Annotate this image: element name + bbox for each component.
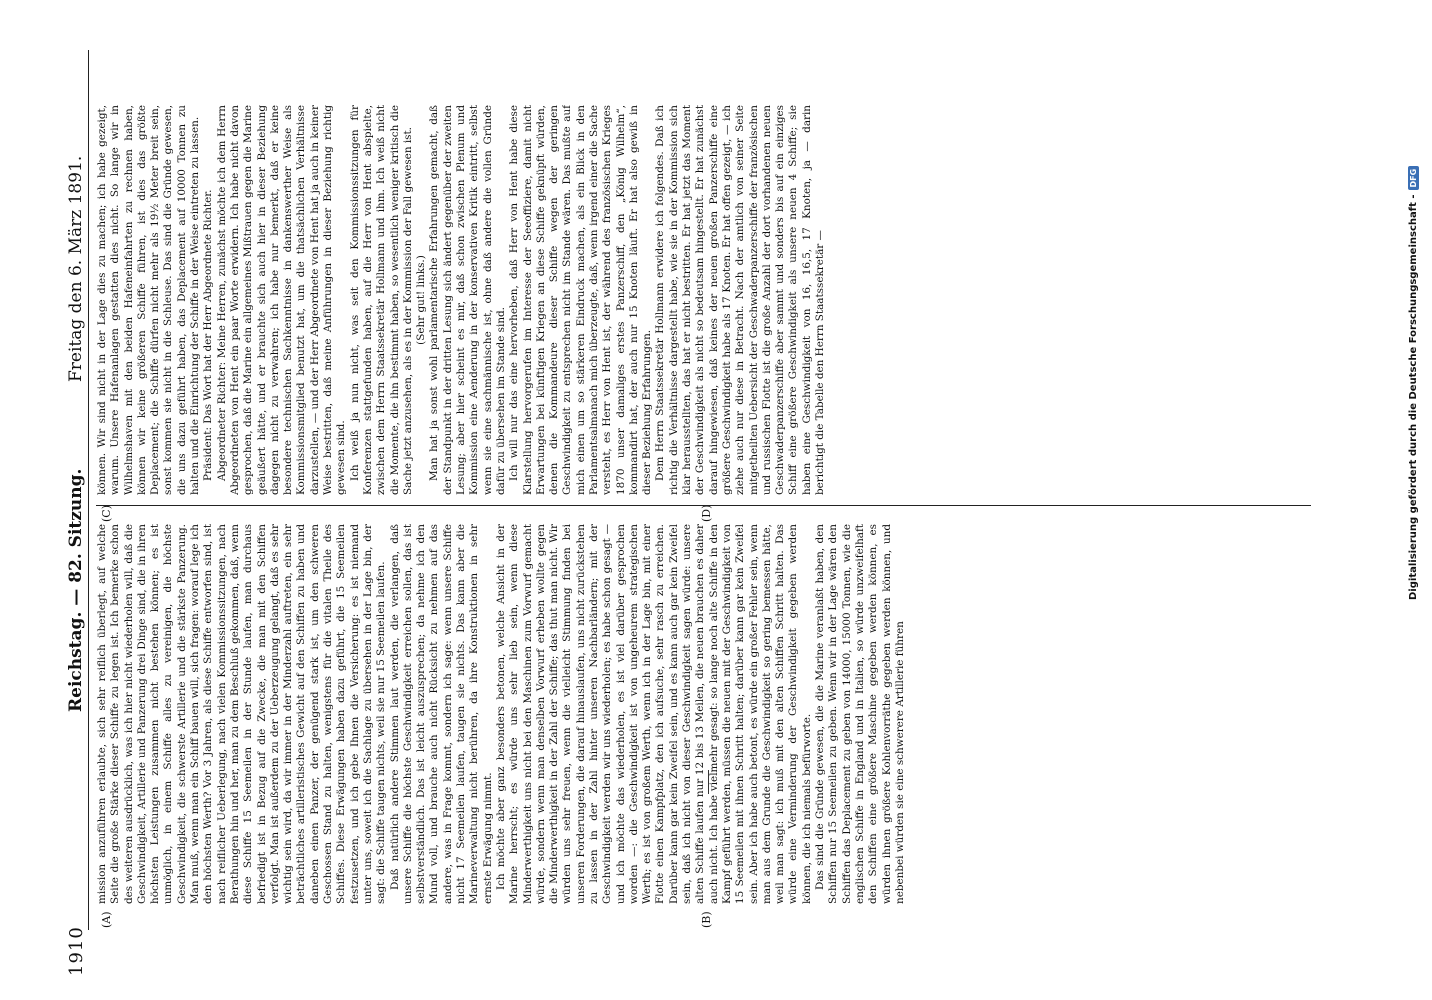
interjection: (Sehr gut! links.) (415, 255, 428, 345)
margin-mark-a: (A) (100, 911, 113, 928)
page-header (62, 18, 94, 982)
speaker-paragraph: Präsident: Das Wort hat der Herr Abgeordnete Richter. (202, 189, 215, 481)
speaker-paragraph: Abgeordneter Richter: Meine Herren, zunächst möchte ich dem Herrn Abgeordneten von Hent ein paar Worte erwidern. Ich habe nicht davon gesprochen, daß die Marine ein allgemeines Mißtrauen gegen die Marine geäußert hätte, und er brauchte sich auch hier in dieser Beziehung dagegen nicht zu verwahren; ich habe nur bemerkt, daß er keine besondere technischen Sachkenntnisse in dankenswerther Weise als Kommissionsmitglied benutzt hat, um die thatsächlichen Verhältnisse darzustellen, — und der Herr Abgeordnete von Hent hat ja auch in keiner Weise bestritten, daß meine Anführungen in dieser Beziehung richtig gewesen sind. (215, 105, 348, 495)
paragraph: Ich möchte aber ganz besonders betonen, welche Ansicht in der Marine herrscht; es würde uns sehr lieb sein, wenn diese Minderwerthigkeit uns nicht bei den Maschinen zum Vorwurf gemacht würde, sondern wenn man denselben Vorwurf erheben wollte gegen die Minderwerthigkeit in der Zahl der Schiffe; das thut man nicht. Wir würden uns sehr freuen, wenn die vielleicht Stimmung finden bei unseren Forderungen, die darauf hinauslaufen, uns nicht zurückstehen zu lassen in der Zahl hinter unseren Nachbarländern; mit der Geschwindigkeit werden wir uns wiederholen; es habe schon gesagt — und ich möchte das wiederholen, es ist viel darüber gesprochen worden —: die Geschwindigkeit ist von ungeheurem strategischen Werth; es ist von großem Werth, wenn ich in der Lage bin, mit einer Flotte einen Kampfplatz, den ich aufsuche, sehr rasch zu erreichen. Darüber kann gar kein Zweifel sein, und es kann auch gar kein Zweifel sein, daß ich nicht von dieser Geschwindigkeit sagen würde: unsere alten Schiffe laufen nur 12 bis 13 Meilen, die neuen brauchen es daher auch nicht. Ich habe vielmehr gesagt: so lange noch alte Schiffe in den Kampf geführt werden, müssen die neuen mit der Geschwindigkeit von 15 Seemeilen mit ihnen Schritt halten; darüber kann gar kein Zweifel sein. Aber ich habe auch betont, es würde ein großer Fehler sein, wenn man aus dem Grunde die Geschwindigkeit so gering bemessen hätte, weil man sagt: ich muß mit den alten Schiffen Schritt halten. Das würde eine Verminderung der Geschwindigkeit gegeben werden können, die ich niemals befürworte. (494, 524, 813, 904)
paragraph: Ich weiß ja nun nicht, was seit den Kommissionssitzungen für Konferenzen stattgefunden haben, auf die Herr von Hent abspielte, zwischen dem Herrn Staatssekretär Hollmann und ihm. Ich weiß nicht die Momente, die ihn bestimmt haben, so wesentlich weniger kritisch die Sache jetzt anzusehen, als es in der Kommission der Fall gewesen ist. (348, 105, 414, 495)
header-rule (88, 50, 89, 930)
column-divider (96, 505, 1311, 506)
text-column-right (96, 105, 1311, 495)
paragraph: Ich will nur das eine hervorheben, daß Herr von Hent habe diese Klarstellung hervorgerufen im Interesse der Seeoffiziere, damit nicht Erwartungen bei künftigen Kriegen an diese Schiffe geknüpft würden, denen die Kommandeure dieser Schiffe wegen der geringen Geschwindigkeit zu entsprechen nicht im Stande wären. Das mußte auf mich einen um so stärkeren Eindruck machen, als ein Blick in den Parlamentsalmanach mich überzeugte, daß, wenn irgend einer die Sache versteht, es Herr von Hent ist, der während des französischen Krieges 1870 unser damaliges erstes Panzerschiff, den „König Wilhelm“, kommandirt hat, der auch nur 15 Knoten läuft. Er hat also gewiß in dieser Beziehung Erfahrungen. (508, 105, 654, 495)
margin-mark-d: (D) (700, 504, 713, 522)
digitization-credit (1408, 40, 1426, 1000)
margin-mark-b: (B) (700, 911, 713, 928)
paragraph: Dem Herrn Staatssekretär Hollmann erwidere ich folgendes. Daß ich richtig die Verhältnisse dargestellt habe, wie sie in der Kommission sich klar herausstellten, das hat er nicht bestritten. Er hat jetzt das Moment der Geschwindigkeit als nicht so bedeutsam hingestellt. Er hat zunächst darauf hingewiesen, daß keines der neuen großen Panzerschiffe eine größere Geschwindigkeit habe als 17 Knoten. Er hat offen gezeigt, — ich ziehe auch nur diese in Betracht. Nach der amtlich von seiner Seite mitgetheilten Uebersicht der Geschwaderpanzerschiffe der französischen und russischen Flotte ist die große Anzahl der dort vorhandenen neuen Geschwaderpanzerschiffe aber sammt und sonders bis auf ein einziges Schiff eine größere Geschwindigkeit als unsere neuen 4 Schiffe; sie haben eine Geschwindigkeit von 16, 16,5, 17 Knoten, ja — darin berichtigt die Tabelle den Herrn Staatssekretär — (654, 105, 827, 495)
paragraph: mission anzuführen erlaubte, sich sehr reiflich überlegt, auf welche Seite die große Stärke dieser Schiffe zu legen ist. Ich bemerke schon des weiteren ausdrücklich, was ich hier nicht wiederholen will, daß die Geschwindigkeit, Artillerie und Panzerung drei Dinge sind, die in ihren höchsten Leistungen zusammen nicht bestehen können; es ist unmöglich, in einem Schiffe alles zu vereinigen, die höchste Geschwindigkeit, die schwerste Artillerie und die stärkste Panzerung. Man muß, wenn man ein Schiff bauen will, sich fragen: worauf lege ich den höchsten Werth? Vor 3 Jahren, als diese Schiffe entworfen sind, ist nach reiflicher Ueberlegung, nach vielen Kommissionssitzungen, nach Berathungen hin und her, man zu dem Beschluß gekommen, daß, wenn diese Schiffe 15 Seemeilen in der Stunde laufen, man durchaus befriedigt ist in Bezug auf die Zwecke, die man mit den Schiffen verfolgt. Man ist außerdem zu der Ueberzeugung gelangt, daß es sehr wichtig sein wird, da wir immer in der Minderzahl auftreten, ein sehr beträchtliches artilleristisches Gewicht auf den Schiffen zu haben und daneben einen Panzer, der genügend stark ist, um den schweren Geschossen Stand zu halten, wenigstens für die vitalen Theile des Schiffes. Diese Erwägungen haben dazu geführt, die 15 Seemeilen festzusetzen, und ich gebe Ihnen die Versicherung: es ist niemand unter uns, soweit ich die Sachlage zu übersehen in der Lage bin, der sagt: die Schiffe taugen nichts, weil sie nur 15 Seemeilen laufen. (96, 524, 388, 904)
text-column-left (96, 524, 1311, 904)
page-number: 1910 (66, 926, 87, 976)
margin-tick (708, 770, 709, 794)
paragraph: können. Wir sind nicht in der Lage dies zu machen; ich habe gezeigt, warum. Unsere Hafenanlagen gestatten dies nicht. So lange wir in Wilhelmshaven mit den beiden Hafeneinfahrten zu rechnen haben, können wir keine größeren Schiffe führen, ist dies das größte Deplacement; die Schiffe dürfen nicht mehr als 19½ Meter breit sein, sonst kommen sie nicht in die Schleuse. Das sind die Gründe gewesen, die uns dazu geführt haben, das Deplacement auf 10000 Tonnen zu halten und die Einrichtung der Schiffe in der Weise eintreten zu lassen. (96, 105, 202, 495)
dfg-logo: DFG (1408, 166, 1419, 191)
paragraph: Man hat ja sonst wohl parlamentarische Erfahrungen gemacht, daß der Standpunkt in der dritten Lesung sich ändert gegenüber der zweiten Lesung; aber hier scheint es mir, daß schon zwischen Plenum und Kommission eine Aenderung in der konservativen Kritik eintritt, selbst wenn sie eine sachmännische ist, ohne daß andere die vollen Gründe dafür zu übersehen im Stande sind. (428, 105, 507, 495)
credit-text: Digitalisierung gefördert durch die Deutsche Forschungsgemeinschaft - (1408, 194, 1419, 600)
session-title: Reichstag. — 82. Sitzung. (66, 468, 86, 712)
paragraph: Daß natürlich andere Stimmen laut werden, die verlangen, daß unsere Schiffe die höchste Geschwindigkeit erreichen sollen, das ist selbstverständlich. Das ist leicht auszusprechen; da nehme ich den Mund voll, und brauche auch nicht Rücksicht zu nehmen auf das andere, was in Frage kommt, sondern ich sage: wenn unsere Schiffe nicht 17 Seemeilen laufen, taugen sie nichts. Das kann aber die Marineverwaltung nicht berühren, da ihre Konstruktionen in sehr ernste Erwägung nimmt. (388, 524, 494, 904)
paragraph: Das sind die Gründe gewesen, die die Marine veranlaßt haben, den Schiffen nur 15 Seemeilen zu geben. Wenn wir in der Lage wären den Schiffen das Deplacement zu geben von 14000, 15000 Tonnen, wie die englischen Schiffe in England und in Italien, so würde unzweifelhaft den Schiffen eine größere Maschine gegeben werden können, es würden ihnen größere Kohlenvorräthe gegeben werden können, und nebenbei würden sie eine schwerere Artillerie führen (814, 524, 906, 904)
session-date: Freitag den 6. März 1891. (66, 155, 86, 382)
margin-mark-c: (C) (100, 505, 113, 522)
